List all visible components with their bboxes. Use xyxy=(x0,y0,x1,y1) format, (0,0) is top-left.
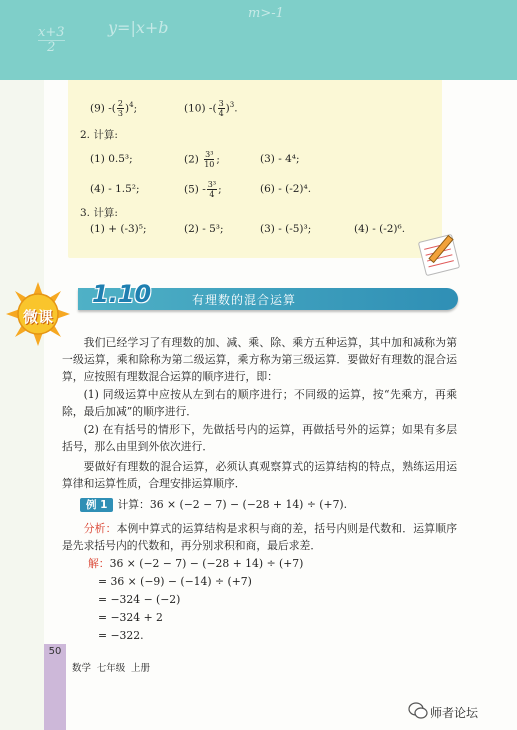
exercise-box xyxy=(68,80,442,258)
example-badge: 例 1 xyxy=(80,498,113,512)
exercise-2-1: (1) 0.5³; xyxy=(90,153,133,165)
exercise-2-2: (2) $\frac{\text{3³}}{10}$ ; xyxy=(184,150,220,169)
exercise-3-2: (2) - 5³; xyxy=(184,223,224,235)
exercise-3-4: (4) - (-2)⁶. xyxy=(354,223,406,235)
example-1-line xyxy=(62,496,457,513)
solution-line-2: = 36 × (−9) − (−14) ÷ (+7) xyxy=(98,575,252,588)
notebook-pencil-icon xyxy=(418,228,466,278)
page-number: 50 xyxy=(48,646,62,657)
section-number: 1.10 xyxy=(92,280,152,308)
solution-line-4: = −324 + 2 xyxy=(98,611,163,624)
micro-lesson-badge[interactable]: 微课 xyxy=(22,308,53,326)
example-task: 计算：36 × (−2 − 7) − (−28 + 14) ÷ (+7). xyxy=(117,498,348,511)
solution-line-5: = −322. xyxy=(98,629,144,642)
wechat-icon xyxy=(408,702,428,720)
solution-line-3: = −324 − (−2) xyxy=(98,593,181,606)
paragraph-rule-2: (2) 在有括号的情形下，先做括号内的运算，再做括号外的运算；如果有多层括号，那么由里到外依次进行． xyxy=(62,423,457,454)
header-band xyxy=(0,0,517,80)
analysis-label: 分析： xyxy=(83,522,117,535)
exercise-10: (10) -( $\frac{3}{4}$ )$^3$. xyxy=(184,99,238,118)
paragraph-advice: 要做好有理数的混合运算，必须认真观察算式的运算结构的特点，熟练运用运算律和运算性质，合理安排运算顺序． xyxy=(62,460,457,491)
exercise-3-1: (1) + (-3)⁵; xyxy=(90,223,147,235)
exercise-2-3: (3) - 4⁴; xyxy=(260,153,300,165)
exercise-2-5: (5) - $\frac{\text{3³}}{4}$ ; xyxy=(184,180,222,199)
paragraph-rule-1: (1) 同级运算中应按从左到右的顺序进行；不同级的运算，按“先乘方，再乘除，最后加减”的顺序进行． xyxy=(62,388,457,419)
question-2-title: 2. 计算: xyxy=(80,129,118,141)
watermark-text: 师者论坛 xyxy=(430,706,479,720)
paragraph-intro: 我们已经学习了有理数的加、减、乘、除、乘方五种运算，其中加和减称为第一级运算，乘和除称为第二级运算，乘方称为第三级运算．要做好有理数的混合运算，应按照有理数混合运算的顺序进行，即： xyxy=(62,336,457,384)
header-deco-fraction: x+3 2 xyxy=(38,25,65,55)
left-margin-strip xyxy=(0,80,44,730)
section-title: 有理数的混合运算 xyxy=(192,293,297,307)
exercise-3-3: (3) - (-5)³; xyxy=(260,223,312,235)
exercise-2-4: (4) - 1.5²; xyxy=(90,183,140,195)
header-deco-formula: y=|x+b xyxy=(108,18,169,37)
book-title-footer: 数学 七年级 上册 xyxy=(72,663,150,674)
analysis-paragraph xyxy=(62,520,457,554)
solution-label: 解： xyxy=(88,557,110,570)
header-deco-inequality: m>-1 xyxy=(248,6,284,21)
exercise-2-6: (6) - (-2)⁴. xyxy=(260,183,312,195)
question-3-title: 3. 计算: xyxy=(80,207,118,219)
exercise-9: (9) -( $\frac{2}{3}$ )$^4$; xyxy=(90,99,138,118)
analysis-text: 本例中算式的运算结构是求积与商的差，括号内则是代数和．运算顺序是先求括号内的代数和，再分别求积和商，最后求差． xyxy=(62,522,458,553)
solution-line-1: 解：36 × (−2 − 7) − (−28 + 14) ÷ (+7) xyxy=(88,557,304,570)
